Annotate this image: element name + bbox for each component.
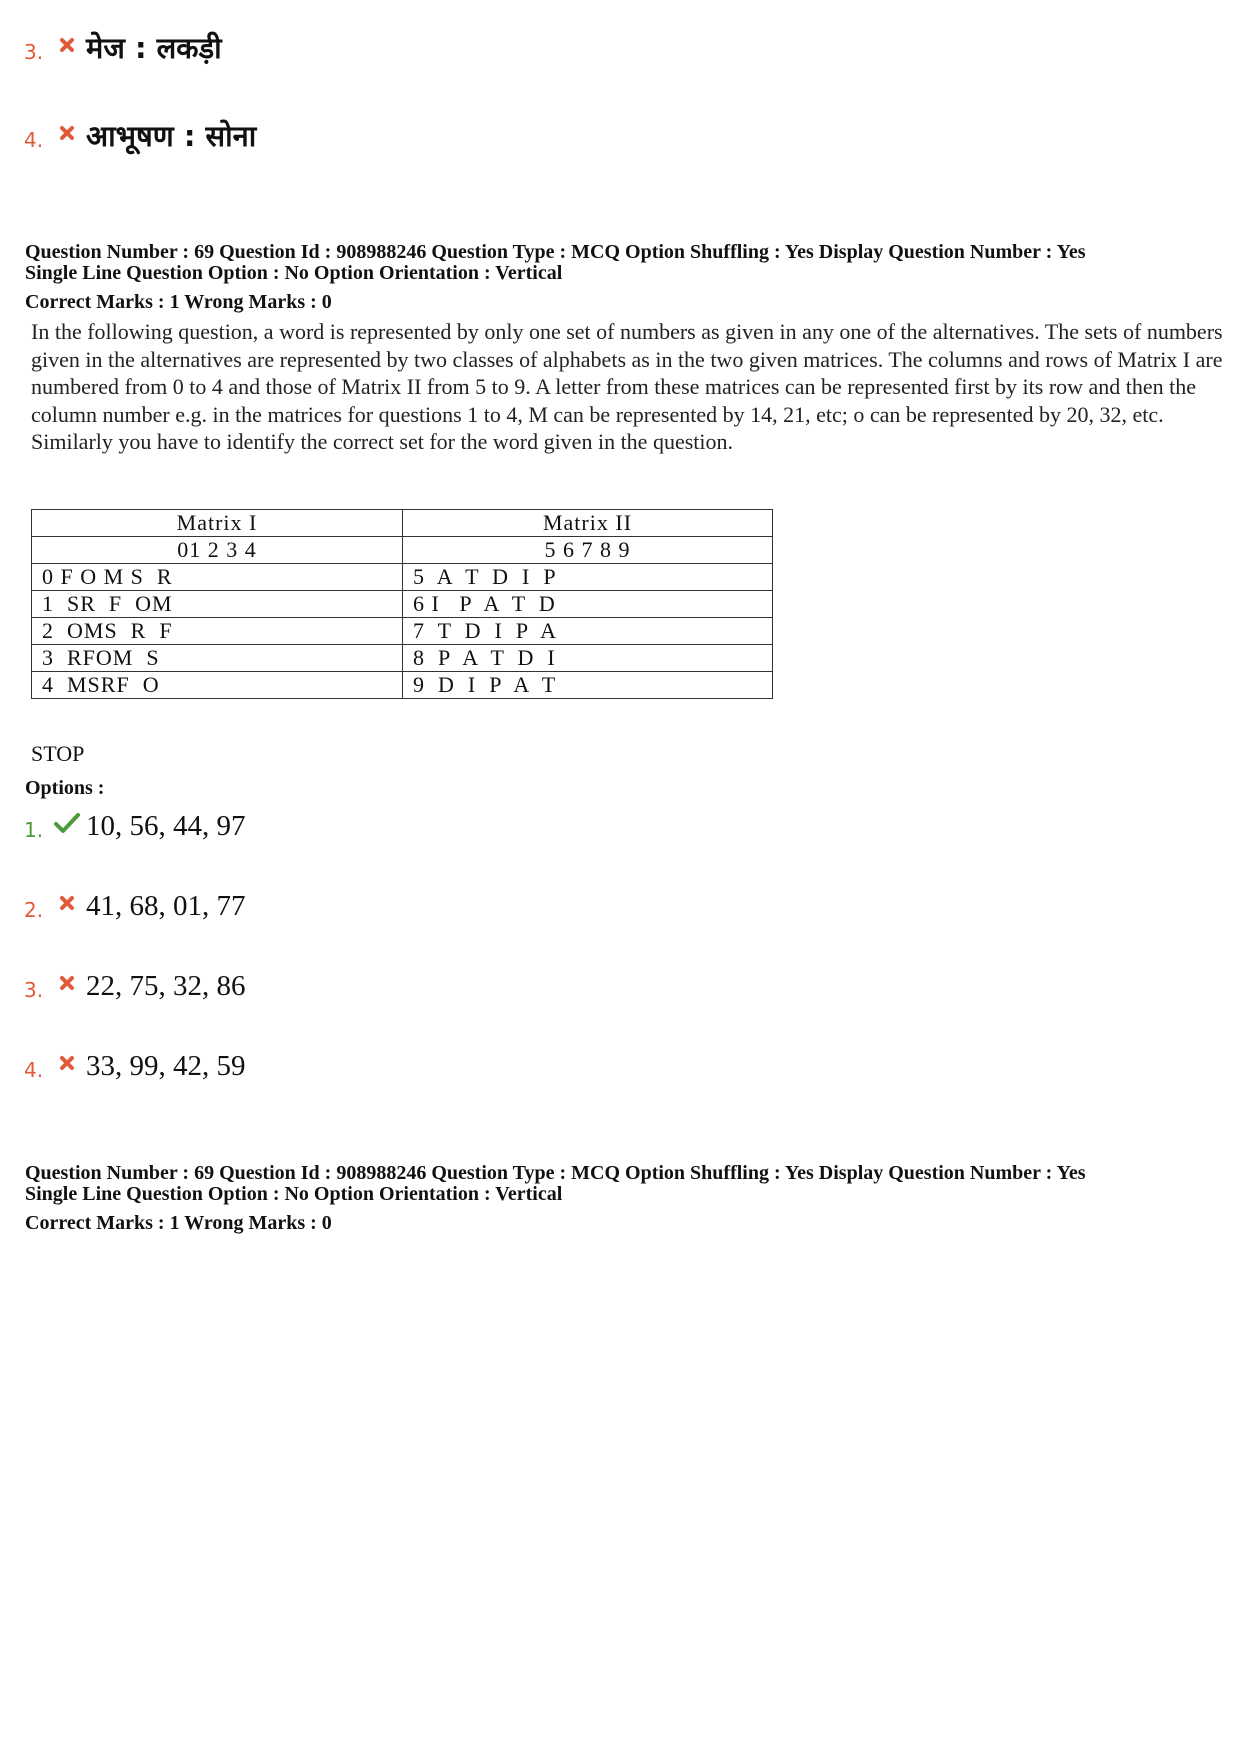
question-meta-line1: Question Number : 69 Question Id : 908988246 Question Type : MCQ Option Shuffling : Yes Display Question Number : Yes [25, 241, 1086, 263]
option-number: 4. [24, 128, 44, 152]
matrix-1-row: 2 OMS R F [32, 618, 403, 645]
option-number: 3. [24, 978, 44, 1002]
stop-label: STOP [31, 741, 85, 766]
option-text: 22, 75, 32, 86 [86, 970, 246, 1002]
option-number: 4. [24, 1058, 44, 1082]
option-text: 33, 99, 42, 59 [86, 1050, 246, 1082]
matrix-2-row: 9 D I P A T [403, 672, 773, 699]
table-row [32, 672, 773, 699]
question-meta-line2: Single Line Question Option : No Option Orientation : Vertical [25, 262, 563, 284]
cross-icon [54, 32, 80, 58]
prev-option-4 [24, 120, 256, 152]
option-text: 10, 56, 44, 97 [86, 810, 246, 842]
question-marks: Correct Marks : 1 Wrong Marks : 0 [25, 291, 332, 313]
matrix-2-col-index: 5 6 7 8 9 [403, 537, 773, 564]
cross-icon [54, 970, 80, 996]
option-number: 2. [24, 898, 44, 922]
table-header-row [32, 510, 773, 537]
next-question-meta-line2: Single Line Question Option : No Option Orientation : Vertical [25, 1183, 563, 1205]
matrix-2-header: Matrix II [403, 510, 773, 537]
matrix-1-row: 0 F O M S R [32, 564, 403, 591]
options-label: Options : [25, 777, 105, 799]
option-2 [24, 890, 246, 922]
matrix-2-row: 5 A T D I P [403, 564, 773, 591]
matrix-2-row: 8 P A T D I [403, 645, 773, 672]
matrix-2-row: 7 T D I P A [403, 618, 773, 645]
check-icon [54, 810, 80, 836]
option-text: 41, 68, 01, 77 [86, 890, 246, 922]
option-number: 1. [24, 818, 44, 842]
table-row [32, 591, 773, 618]
cross-icon [54, 890, 80, 916]
cross-icon [54, 120, 80, 146]
option-1 [24, 810, 246, 842]
table-row [32, 645, 773, 672]
option-text: मेज : लकड़ी [86, 31, 222, 65]
next-question-meta-line1: Question Number : 69 Question Id : 908988246 Question Type : MCQ Option Shuffling : Yes Display Question Number : Yes [25, 1162, 1086, 1184]
cross-icon [54, 1050, 80, 1076]
prev-option-3 [24, 32, 222, 64]
option-number: 3. [24, 40, 44, 64]
option-text: आभूषण : सोना [86, 119, 257, 153]
matrix-table [31, 509, 773, 699]
matrix-1-row: 3 RFOM S [32, 645, 403, 672]
table-row [32, 618, 773, 645]
table-row [32, 537, 773, 564]
question-text: In the following question, a word is represented by only one set of numbers as given in any one of the alternatives. The sets of numbers given in the alternatives are represented by two classes of alphabets as in the two given matrices. The columns and rows of Matrix I are numbered from 0 to 4 and those of Matrix II from 5 to 9. A letter from these matrices can be represented first by its row and then the column number e.g. in the matrices for questions 1 to 4, M can be represented by 14, 21, etc; o can be represented by 20, 32, etc. Similarly you have to identify the correct set for the word given in the question. [31, 319, 1223, 455]
matrix-2-row: 6 I P A T D [403, 591, 773, 618]
matrix-1-row: 4 MSRF O [32, 672, 403, 699]
matrix-1-row: 1 SR F OM [32, 591, 403, 618]
table-row [32, 564, 773, 591]
next-question-marks: Correct Marks : 1 Wrong Marks : 0 [25, 1212, 332, 1234]
matrix-1-col-index: 01 2 3 4 [32, 537, 403, 564]
matrix-1-header: Matrix I [32, 510, 403, 537]
option-4 [24, 1050, 246, 1082]
option-3 [24, 970, 246, 1002]
